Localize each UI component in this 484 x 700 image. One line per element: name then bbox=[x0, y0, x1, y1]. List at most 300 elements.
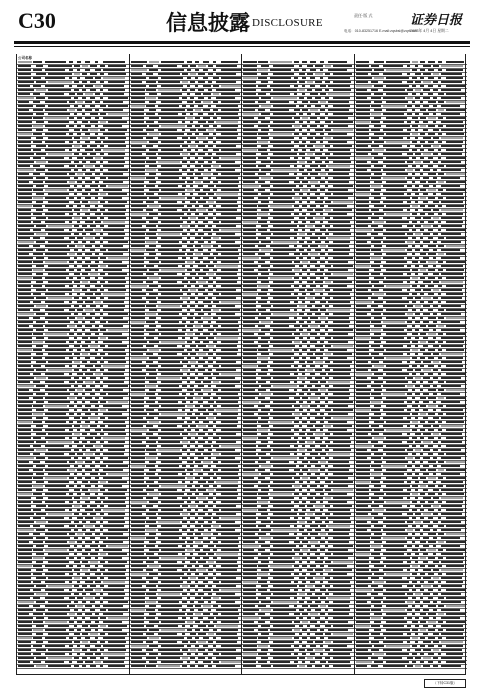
table-cell bbox=[74, 297, 79, 299]
table-cell bbox=[261, 73, 268, 75]
table-cell bbox=[131, 369, 142, 371]
table-cell bbox=[131, 661, 146, 663]
table-cell bbox=[36, 649, 46, 651]
table-cell bbox=[446, 277, 464, 279]
table-cell bbox=[195, 461, 201, 463]
table-cell bbox=[423, 449, 430, 451]
table-cell bbox=[386, 85, 409, 87]
table-cell bbox=[310, 109, 318, 111]
table-cell bbox=[187, 493, 192, 495]
table-cell bbox=[182, 73, 188, 75]
table-cell bbox=[216, 665, 235, 667]
table-cell bbox=[213, 429, 216, 431]
table-cell bbox=[243, 145, 257, 147]
table-cell bbox=[18, 109, 29, 111]
table-cell bbox=[82, 425, 88, 427]
table-cell bbox=[315, 345, 323, 347]
table-cell bbox=[428, 357, 434, 359]
table-cell bbox=[33, 637, 42, 639]
table-cell bbox=[310, 437, 315, 439]
table-cell bbox=[182, 337, 185, 339]
table-cell bbox=[158, 297, 180, 299]
table-cell bbox=[108, 441, 125, 443]
table-cell bbox=[420, 197, 426, 199]
table-cell bbox=[18, 257, 33, 259]
table-cell bbox=[386, 125, 410, 127]
table-cell bbox=[195, 509, 198, 511]
table-cell bbox=[415, 249, 420, 251]
table-cell bbox=[213, 141, 216, 143]
table-cell bbox=[158, 145, 180, 147]
table-cell bbox=[310, 205, 316, 207]
table-cell bbox=[446, 69, 463, 71]
table-cell bbox=[315, 489, 323, 491]
table-cell bbox=[208, 81, 212, 83]
table-cell bbox=[258, 605, 266, 607]
table-cell bbox=[146, 657, 156, 659]
table-cell bbox=[310, 493, 316, 495]
table-cell bbox=[356, 369, 368, 371]
table-cell bbox=[208, 297, 212, 299]
table-cell bbox=[48, 201, 69, 203]
table-cell bbox=[386, 413, 410, 415]
table-cell bbox=[310, 525, 318, 527]
table-cell bbox=[195, 469, 201, 471]
table-cell bbox=[103, 517, 124, 519]
table-cell bbox=[320, 101, 326, 103]
table-cell bbox=[315, 185, 320, 187]
table-cell bbox=[108, 273, 127, 275]
table-cell bbox=[36, 569, 43, 571]
table-cell bbox=[69, 261, 74, 263]
table-cell bbox=[407, 73, 410, 75]
table-cell bbox=[299, 281, 302, 283]
table-cell bbox=[149, 197, 159, 199]
table-cell bbox=[187, 125, 192, 127]
table-cell bbox=[82, 473, 85, 475]
table-cell bbox=[320, 581, 323, 583]
table-cell bbox=[203, 429, 208, 431]
table-cell bbox=[198, 209, 206, 211]
table-cell bbox=[261, 305, 271, 307]
table-cell bbox=[258, 245, 266, 247]
table-cell bbox=[131, 421, 147, 423]
table-cell bbox=[33, 245, 40, 247]
table-cell bbox=[208, 161, 212, 163]
table-cell bbox=[161, 133, 184, 135]
table-cell bbox=[320, 325, 325, 327]
table-cell bbox=[182, 393, 186, 395]
table-cell bbox=[441, 441, 462, 443]
table-cell bbox=[243, 321, 259, 323]
table-cell bbox=[216, 209, 237, 211]
table-cell bbox=[18, 89, 34, 91]
table-cell bbox=[149, 317, 156, 319]
table-cell bbox=[100, 345, 105, 347]
table-cell bbox=[302, 109, 308, 111]
table-cell bbox=[95, 325, 99, 327]
table-cell bbox=[203, 365, 208, 367]
table-cell bbox=[85, 253, 92, 255]
table-cell bbox=[258, 117, 265, 119]
table-cell bbox=[18, 265, 32, 267]
table-cell bbox=[320, 173, 326, 175]
table-cell bbox=[90, 129, 98, 131]
table-cell bbox=[333, 489, 353, 491]
table-cell bbox=[187, 293, 191, 295]
table-cell bbox=[328, 181, 349, 183]
table-cell bbox=[190, 177, 194, 179]
table-cell bbox=[221, 325, 239, 327]
table-cell bbox=[412, 157, 416, 159]
table-cell bbox=[407, 409, 411, 411]
table-cell bbox=[33, 141, 42, 143]
table-cell bbox=[307, 649, 313, 651]
table-cell bbox=[325, 177, 328, 179]
table-cell bbox=[325, 641, 331, 643]
table-cell bbox=[428, 253, 436, 255]
table-cell bbox=[149, 421, 159, 423]
table-cell bbox=[420, 429, 425, 431]
table-cell bbox=[261, 177, 271, 179]
table-cell bbox=[307, 89, 312, 91]
table-cell bbox=[45, 173, 67, 175]
table-cell bbox=[90, 417, 98, 419]
table-cell bbox=[131, 665, 145, 667]
table-cell bbox=[161, 557, 185, 559]
table-cell bbox=[198, 121, 206, 123]
table-cell bbox=[203, 317, 211, 319]
table-cell bbox=[48, 409, 69, 411]
table-cell bbox=[195, 413, 200, 415]
table-cell bbox=[412, 309, 416, 311]
table-cell bbox=[320, 613, 325, 615]
table-cell bbox=[90, 377, 96, 379]
table-cell bbox=[258, 389, 266, 391]
table-cell bbox=[18, 473, 33, 475]
table-cell bbox=[299, 545, 303, 547]
table-cell bbox=[203, 541, 210, 543]
table-cell bbox=[131, 525, 145, 527]
table-cell bbox=[407, 361, 410, 363]
table-cell bbox=[74, 105, 78, 107]
table-cell bbox=[356, 149, 372, 151]
table-cell bbox=[302, 141, 306, 143]
table-cell bbox=[74, 513, 79, 515]
table-cell bbox=[18, 121, 32, 123]
table-cell bbox=[386, 189, 407, 191]
table-cell bbox=[131, 505, 142, 507]
table-cell bbox=[18, 377, 34, 379]
table-cell bbox=[325, 345, 331, 347]
table-cell bbox=[299, 257, 303, 259]
table-cell bbox=[299, 457, 304, 459]
table-cell bbox=[182, 209, 188, 211]
table-cell bbox=[386, 61, 410, 63]
table-cell bbox=[190, 73, 196, 75]
table-cell bbox=[412, 197, 418, 199]
table-cell bbox=[208, 489, 214, 491]
table-cell bbox=[243, 437, 257, 439]
table-cell bbox=[221, 309, 240, 311]
table-cell bbox=[190, 489, 196, 491]
table-cell bbox=[433, 153, 438, 155]
table-cell bbox=[216, 297, 236, 299]
table-cell bbox=[310, 221, 315, 223]
table-cell bbox=[333, 257, 353, 259]
table-cell bbox=[383, 161, 405, 163]
table-cell bbox=[146, 497, 153, 499]
table-cell bbox=[182, 113, 186, 115]
table-cell bbox=[213, 213, 216, 215]
table-cell bbox=[95, 549, 99, 551]
table-cell bbox=[307, 97, 312, 99]
table-cell bbox=[33, 309, 40, 311]
table-cell bbox=[90, 81, 96, 83]
table-cell bbox=[328, 157, 350, 159]
table-cell bbox=[328, 541, 349, 543]
table-cell bbox=[190, 369, 195, 371]
table-cell bbox=[415, 209, 418, 211]
table-cell bbox=[198, 409, 206, 411]
table-cell bbox=[190, 121, 193, 123]
table-cell bbox=[36, 601, 45, 603]
table-cell bbox=[356, 105, 370, 107]
table-cell bbox=[428, 77, 434, 79]
table-cell bbox=[315, 169, 321, 171]
table-cell bbox=[213, 261, 217, 263]
table-cell bbox=[213, 301, 219, 303]
table-cell bbox=[161, 373, 183, 375]
table-cell bbox=[273, 545, 296, 547]
table-cell bbox=[294, 645, 299, 647]
table-cell bbox=[302, 389, 308, 391]
table-cell bbox=[299, 465, 304, 467]
table-cell bbox=[45, 101, 67, 103]
table-cell bbox=[258, 637, 268, 639]
table-cell bbox=[243, 449, 256, 451]
table-cell bbox=[131, 497, 143, 499]
table-cell bbox=[315, 289, 323, 291]
table-cell bbox=[328, 533, 349, 535]
table-cell bbox=[261, 369, 268, 371]
table-cell bbox=[213, 613, 218, 615]
table-cell bbox=[307, 217, 313, 219]
table-cell bbox=[307, 441, 313, 443]
table-cell bbox=[333, 345, 353, 347]
table-cell bbox=[195, 165, 201, 167]
table-cell bbox=[149, 565, 159, 567]
table-cell bbox=[325, 609, 328, 611]
table-cell bbox=[69, 117, 74, 119]
table-cell bbox=[18, 345, 32, 347]
table-cell bbox=[221, 317, 240, 319]
table-cell bbox=[100, 465, 106, 467]
table-cell bbox=[243, 601, 259, 603]
table-cell bbox=[18, 153, 34, 155]
table-cell bbox=[320, 85, 326, 87]
table-cell bbox=[198, 457, 204, 459]
table-cell bbox=[320, 565, 324, 567]
table-cell bbox=[18, 321, 33, 323]
table-cell bbox=[18, 509, 31, 511]
table-cell bbox=[161, 85, 183, 87]
table-cell bbox=[208, 185, 214, 187]
table-cell bbox=[328, 133, 347, 135]
table-cell bbox=[258, 237, 266, 239]
table-cell bbox=[294, 189, 300, 191]
table-cell bbox=[243, 313, 259, 315]
table-cell bbox=[302, 437, 306, 439]
table-cell bbox=[420, 269, 426, 271]
table-cell bbox=[302, 405, 308, 407]
table-cell bbox=[69, 245, 75, 247]
table-cell bbox=[208, 537, 211, 539]
table-cell bbox=[131, 257, 144, 259]
table-cell bbox=[208, 609, 211, 611]
table-cell bbox=[243, 149, 257, 151]
table-cell bbox=[428, 325, 436, 327]
table-cell bbox=[146, 585, 156, 587]
table-cell bbox=[149, 613, 156, 615]
issue-date: 2023年 4月 4日 星期二 bbox=[410, 29, 449, 33]
table-cell bbox=[18, 185, 33, 187]
table-cell bbox=[33, 181, 43, 183]
table-cell bbox=[302, 229, 305, 231]
table-cell bbox=[307, 249, 311, 251]
table-cell bbox=[307, 385, 312, 387]
table-cell bbox=[315, 329, 320, 331]
table-cell bbox=[36, 625, 44, 627]
table-cell bbox=[221, 461, 240, 463]
table-cell bbox=[438, 221, 441, 223]
table-cell bbox=[294, 117, 300, 119]
table-cell bbox=[270, 181, 289, 183]
table-cell bbox=[221, 293, 241, 295]
table-cell bbox=[325, 625, 331, 627]
table-cell bbox=[103, 429, 125, 431]
table-cell bbox=[302, 365, 306, 367]
table-cell bbox=[386, 205, 410, 207]
table-cell bbox=[216, 449, 235, 451]
table-cell bbox=[243, 293, 257, 295]
table-cell bbox=[315, 545, 320, 547]
table-cell bbox=[261, 121, 270, 123]
table-cell bbox=[270, 645, 291, 647]
table-cell bbox=[161, 573, 184, 575]
table-cell bbox=[420, 277, 425, 279]
table-cell bbox=[18, 165, 30, 167]
table-cell bbox=[446, 77, 463, 79]
table-cell bbox=[315, 449, 322, 451]
table-cell bbox=[328, 413, 348, 415]
table-cell bbox=[438, 437, 441, 439]
table-cell bbox=[371, 257, 381, 259]
table-cell bbox=[320, 413, 324, 415]
table-cell bbox=[407, 137, 410, 139]
table-cell bbox=[48, 217, 72, 219]
table-cell bbox=[412, 365, 417, 367]
table-cell bbox=[74, 665, 79, 667]
table-cell bbox=[45, 485, 66, 487]
table-cell bbox=[299, 233, 305, 235]
table-cell bbox=[146, 65, 153, 67]
table-cell bbox=[48, 433, 72, 435]
table-cell bbox=[302, 453, 305, 455]
table-cell bbox=[203, 149, 208, 151]
table-cell bbox=[95, 381, 100, 383]
table-cell bbox=[423, 193, 428, 195]
table-cell bbox=[190, 481, 193, 483]
table-cell bbox=[302, 613, 308, 615]
table-cell bbox=[36, 617, 44, 619]
table-cell bbox=[356, 329, 370, 331]
table-cell bbox=[74, 273, 80, 275]
table-cell bbox=[294, 261, 300, 263]
table-cell bbox=[315, 617, 320, 619]
table-cell bbox=[374, 381, 383, 383]
table-cell bbox=[45, 533, 67, 535]
table-cell bbox=[320, 165, 326, 167]
table-cell bbox=[33, 485, 43, 487]
table-cell bbox=[182, 321, 186, 323]
table-cell bbox=[158, 497, 177, 499]
table-cell bbox=[33, 93, 40, 95]
table-cell bbox=[45, 501, 65, 503]
table-cell bbox=[446, 237, 466, 239]
table-cell bbox=[190, 417, 196, 419]
table-cell bbox=[158, 129, 177, 131]
table-cell bbox=[82, 633, 88, 635]
table-cell bbox=[407, 193, 411, 195]
table-cell bbox=[320, 229, 326, 231]
table-cell bbox=[221, 301, 241, 303]
table-cell bbox=[18, 469, 29, 471]
table-cell bbox=[108, 577, 126, 579]
table-cell bbox=[374, 445, 383, 447]
table-cell bbox=[270, 389, 289, 391]
table-cell bbox=[415, 217, 421, 219]
table-cell bbox=[45, 317, 67, 319]
table-cell bbox=[221, 269, 238, 271]
table-cell bbox=[95, 597, 100, 599]
table-cell bbox=[294, 413, 300, 415]
table-cell bbox=[45, 341, 66, 343]
table-cell bbox=[95, 573, 101, 575]
table-cell bbox=[270, 501, 291, 503]
table-cell bbox=[103, 237, 124, 239]
table-cell bbox=[438, 157, 441, 159]
table-cell bbox=[356, 209, 369, 211]
table-cell bbox=[270, 117, 292, 119]
table-cell bbox=[108, 377, 125, 379]
table-cell bbox=[315, 377, 322, 379]
table-cell bbox=[356, 117, 370, 119]
table-cell bbox=[415, 345, 418, 347]
table-cell bbox=[320, 509, 323, 511]
table-cell bbox=[36, 497, 43, 499]
table-cell bbox=[243, 285, 257, 287]
table-cell bbox=[208, 665, 212, 667]
table-cell bbox=[294, 125, 300, 127]
table-cell bbox=[95, 205, 98, 207]
table-cell bbox=[273, 449, 297, 451]
table-cell bbox=[190, 225, 195, 227]
table-cell bbox=[48, 569, 72, 571]
table-cell bbox=[158, 433, 180, 435]
table-cell bbox=[198, 201, 206, 203]
table-cell bbox=[371, 409, 380, 411]
